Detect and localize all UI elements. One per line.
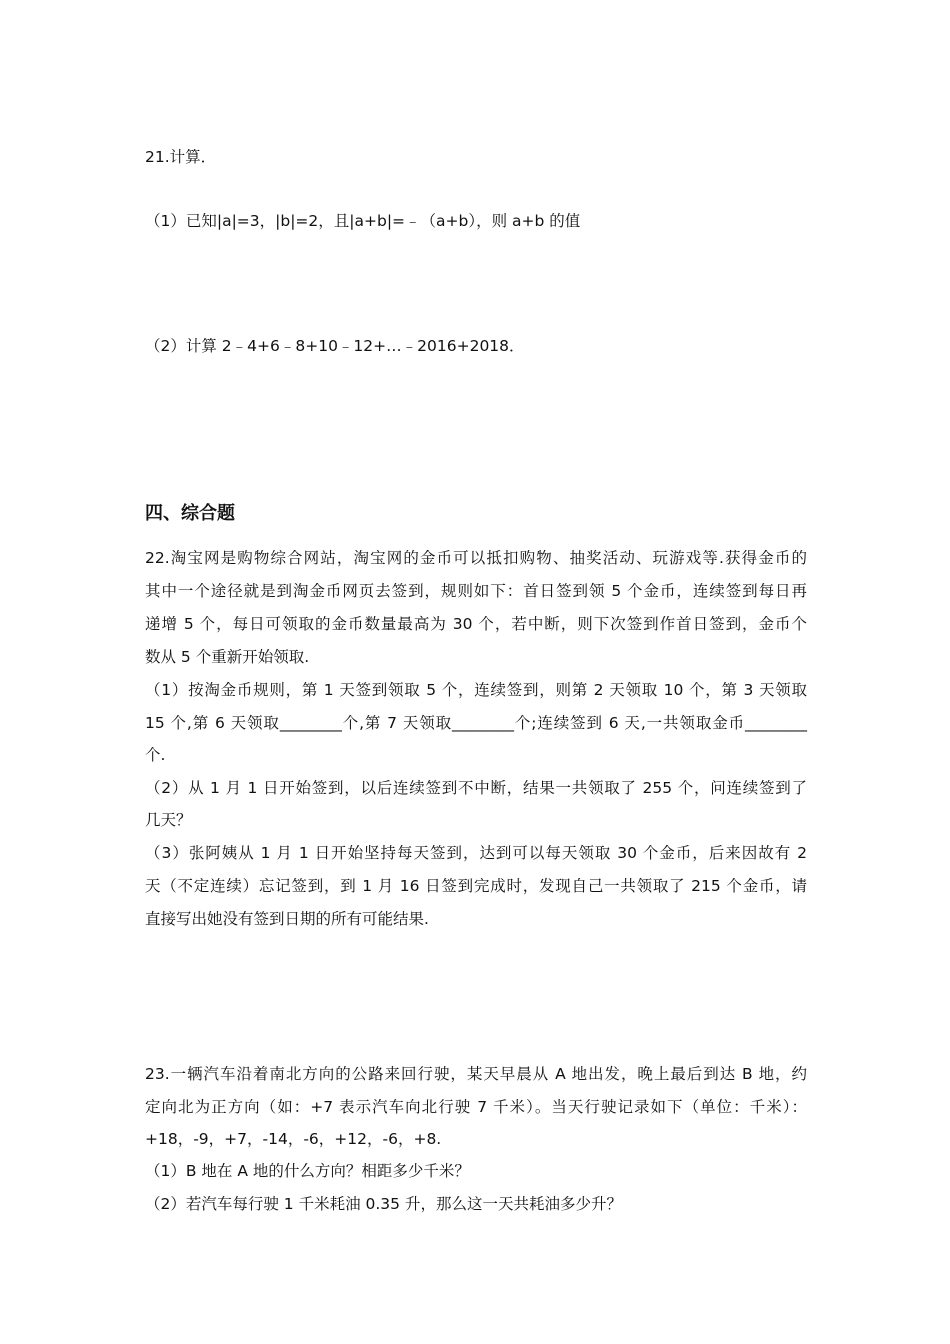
question-22-line: 数从 5 个重新开始领取. — [145, 648, 310, 666]
question-21-title: 21.计算． — [145, 148, 217, 166]
question-22-line: 天（不定连续）忘记签到，到 1 月 16 日签到完成时，发现自己一共领取了 215 个金币，请 — [145, 877, 807, 895]
question-23-line: 23.一辆汽车沿着南北方向的公路来回行驶，某天早晨从 A 地出发，晚上最后到达 B 地，约 — [145, 1065, 807, 1083]
question-22-line: 几天？ — [145, 811, 192, 829]
question-23-line: 定向北为正方向（如：+7 表示汽车向北行驶 7 千米）。当天行驶记录如下（单位：千米）： — [145, 1098, 807, 1116]
question-22-line: 直接写出她没有签到日期的所有可能结果. — [145, 910, 429, 928]
question-23-part-1: （1）B 地在 A 地的什么方向？相距多少千米？ — [145, 1162, 470, 1180]
question-23-records: +18，-9，+7，-14，-6，+12，-6，+8. — [145, 1130, 442, 1148]
question-22-part-1-blanks: 15 个,第 6 天领取________个,第 7 天领取________个;连续签到 6 天,一共领取金币________ — [145, 714, 807, 732]
question-21-part-1: （1）已知|a|=3，|b|=2，且|a+b|=﹣（a+b），则 a+b 的值 — [145, 212, 581, 230]
section-4-heading: 四、综合题 — [145, 503, 235, 524]
question-22-line: 其中一个途径就是到淘金币网页去签到，规则如下：首日签到领 5 个金币，连续签到每日再 — [145, 582, 807, 600]
question-22-line: 22.淘宝网是购物综合网站，淘宝网的金币可以抵扣购物、抽奖活动、玩游戏等.获得金币的 — [145, 549, 807, 567]
question-21-part-2: （2）计算 2﹣4+6﹣8+10﹣12+…﹣2016+2018． — [145, 337, 525, 355]
question-22-line: 个. — [145, 746, 166, 764]
question-22-line: 递增 5 个，每日可领取的金币数量最高为 30 个，若中断，则下次签到作首日签到，金币个 — [145, 615, 807, 633]
question-22-part-1: （1）按淘金币规则，第 1 天签到领取 5 个，连续签到，则第 2 天领取 10 个，第 3 天领取 — [145, 681, 807, 699]
question-22-part-3: （3）张阿姨从 1 月 1 日开始坚持每天签到，达到可以每天领取 30 个金币，后来因故有 2 — [145, 844, 807, 862]
question-22-part-2: （2）从 1 月 1 日开始签到，以后连续签到不中断，结果一共领取了 255 个，问连续签到了 — [145, 779, 807, 797]
question-23-part-2: （2）若汽车每行驶 1 千米耗油 0.35 升，那么这一天共耗油多少升？ — [145, 1195, 622, 1213]
